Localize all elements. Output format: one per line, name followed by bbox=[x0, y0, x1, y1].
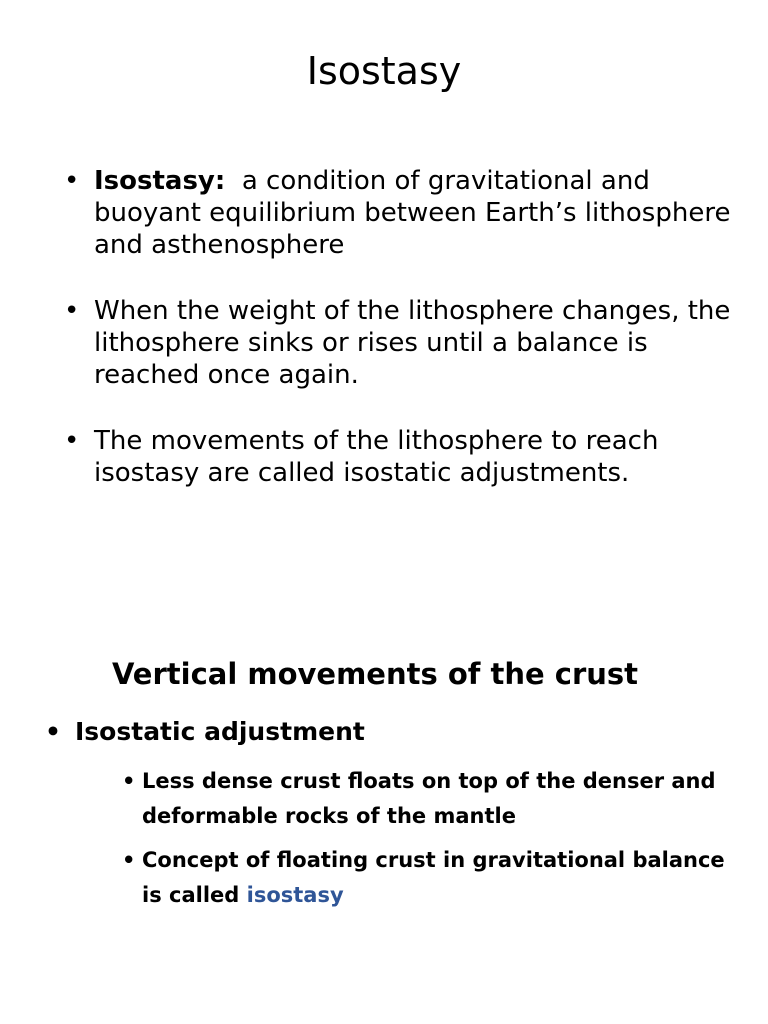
bullet-text: a condition of gravitational and buoyant equilibrium between Earth’s lithosphere and asthenosphere bbox=[94, 166, 731, 260]
bullet-item bbox=[62, 295, 752, 391]
bullet-list bbox=[62, 165, 752, 523]
sub-bullet-text: Less dense crust floats on top of the denser and deformable rocks of the mantle bbox=[142, 769, 716, 828]
sub-bullet-list bbox=[122, 764, 742, 922]
bullet-item bbox=[62, 425, 752, 489]
bullet-item bbox=[62, 165, 752, 261]
slide-vertical-movements bbox=[0, 640, 768, 1024]
sub-bullet-item bbox=[122, 843, 742, 913]
bullet-item: • Isostatic adjustment bbox=[45, 716, 745, 748]
slide-title: Vertical movements of the crust bbox=[111, 657, 639, 691]
slide-title: Isostasy bbox=[306, 49, 462, 93]
sub-bullet-item bbox=[122, 764, 742, 834]
sub-bullet-text: Concept of floating crust in gravitational balance is called bbox=[142, 848, 725, 907]
bullet-term: Isostasy: bbox=[94, 166, 226, 196]
bullet-text: When the weight of the lithosphere changes, the lithosphere sinks or rises until a balance is reached once again. bbox=[94, 296, 731, 390]
bullet-text: The movements of the lithosphere to reach isostasy are called isostatic adjustments. bbox=[94, 426, 659, 488]
highlight-term: isostasy bbox=[246, 883, 344, 907]
